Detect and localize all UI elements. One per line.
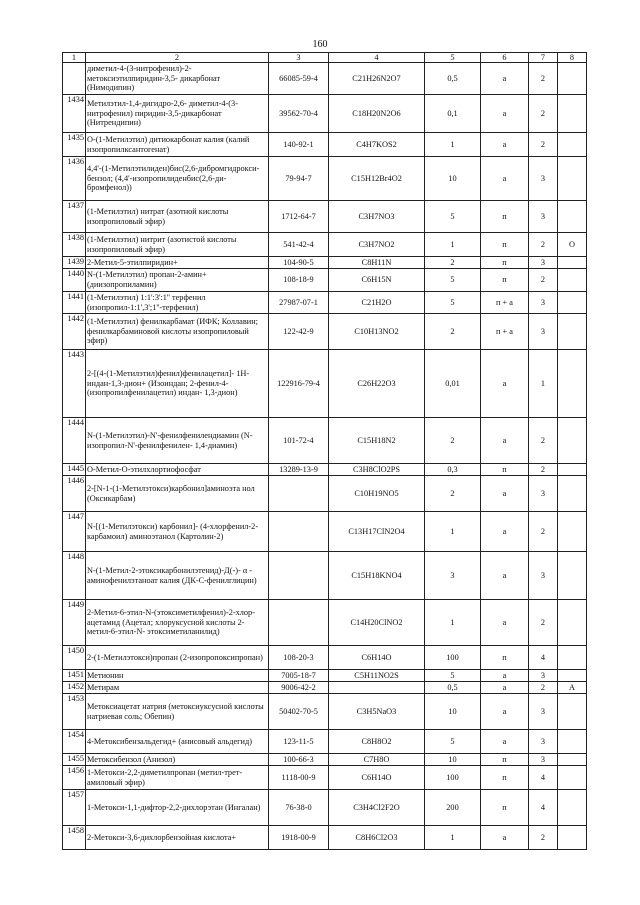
- chemical-formula: C10H13NO2: [329, 314, 425, 350]
- table-row: [63, 826, 587, 850]
- limit-value: 0,3: [425, 464, 481, 476]
- hazard-class: 3: [529, 476, 558, 512]
- chemical-formula: C18H20N2O6: [329, 95, 425, 133]
- cas-number: 101-72-4: [269, 418, 329, 464]
- aggregate-state: а: [481, 63, 529, 95]
- header-col-1: 1: [63, 53, 86, 63]
- row-number: 1450: [63, 646, 86, 670]
- table-row: [63, 133, 587, 157]
- table-row: [63, 512, 587, 552]
- aggregate-state: а: [481, 157, 529, 201]
- note-mark: [558, 269, 587, 292]
- table-row: [63, 418, 587, 464]
- header-col-2: 2: [86, 53, 269, 63]
- cas-number: [269, 512, 329, 552]
- note-mark: [558, 826, 587, 850]
- note-mark: [558, 512, 587, 552]
- hazard-class: 3: [529, 292, 558, 314]
- table-row: [63, 552, 587, 600]
- limit-value: 0,01: [425, 350, 481, 418]
- note-mark: [558, 790, 587, 826]
- limit-value: 1: [425, 133, 481, 157]
- limit-value: 10: [425, 754, 481, 766]
- table-row: [63, 314, 587, 350]
- cas-number: 9006-42-2: [269, 682, 329, 694]
- note-mark: [558, 694, 587, 730]
- table-row: [63, 694, 587, 730]
- row-number: 1449: [63, 600, 86, 646]
- substance-name: O-Метил-O-этилхлортиофосфат: [86, 464, 269, 476]
- hazard-class: 3: [529, 314, 558, 350]
- table-row: [63, 233, 587, 257]
- hazard-class: 2: [529, 63, 558, 95]
- row-number: 1458: [63, 826, 86, 850]
- table-row: [63, 790, 587, 826]
- aggregate-state: а: [481, 350, 529, 418]
- aggregate-state: п + а: [481, 314, 529, 350]
- table-row: [63, 63, 587, 95]
- hazard-class: 3: [529, 257, 558, 269]
- limit-value: 3: [425, 552, 481, 600]
- note-mark: [558, 257, 587, 269]
- limit-value: 5: [425, 269, 481, 292]
- chemical-formula: C13H17ClN2O4: [329, 512, 425, 552]
- header-col-5: 5: [425, 53, 481, 63]
- aggregate-state: а: [481, 476, 529, 512]
- note-mark: О: [558, 233, 587, 257]
- cas-number: 108-18-9: [269, 269, 329, 292]
- chemical-formula: C8H8O2: [329, 730, 425, 754]
- substance-name: (1-Метилэтил) фенилкарбамат (ИФК; Коллавин; фенилкарбаминовой кислоты изопропиловый эфир): [86, 314, 269, 350]
- limit-value: 100: [425, 646, 481, 670]
- cas-number: 1118-00-9: [269, 766, 329, 790]
- note-mark: [558, 314, 587, 350]
- chemical-formula: C15H18KNO4: [329, 552, 425, 600]
- cas-number: 541-42-4: [269, 233, 329, 257]
- header-col-6: 6: [481, 53, 529, 63]
- chemical-formula: C10H19NO5: [329, 476, 425, 512]
- aggregate-state: п: [481, 464, 529, 476]
- cas-number: 108-20-3: [269, 646, 329, 670]
- row-number: 1454: [63, 730, 86, 754]
- aggregate-state: п: [481, 201, 529, 233]
- aggregate-state: п: [481, 257, 529, 269]
- chemical-formula: C15H12Br4O2: [329, 157, 425, 201]
- row-number: 1436: [63, 157, 86, 201]
- header-row: [63, 53, 587, 63]
- note-mark: [558, 646, 587, 670]
- note-mark: А: [558, 682, 587, 694]
- row-number: 1456: [63, 766, 86, 790]
- row-number: 1438: [63, 233, 86, 257]
- limit-value: 5: [425, 292, 481, 314]
- aggregate-state: а: [481, 694, 529, 730]
- chemical-formula: C3H5NaO3: [329, 694, 425, 730]
- aggregate-state: а: [481, 418, 529, 464]
- table-row: [63, 730, 587, 754]
- hazard-class: 2: [529, 512, 558, 552]
- chemical-formula: C21H2O: [329, 292, 425, 314]
- hazard-class: 1: [529, 350, 558, 418]
- hazard-class: 2: [529, 269, 558, 292]
- cas-number: 123-11-5: [269, 730, 329, 754]
- substance-name: N-(1-Метилэтил)-N'-фенилфенилендиамин (N-изопропил-N'-фенилфенилен- 1,4-диамин): [86, 418, 269, 464]
- aggregate-state: п: [481, 269, 529, 292]
- substance-name: N-(1-Метилэтил) пропан-2-амин+ (диизопропиламин): [86, 269, 269, 292]
- limit-value: 5: [425, 670, 481, 682]
- limit-value: 100: [425, 766, 481, 790]
- chemical-formula: C6H14O: [329, 766, 425, 790]
- cas-number: 104-90-5: [269, 257, 329, 269]
- aggregate-state: а: [481, 552, 529, 600]
- row-number: 1443: [63, 350, 86, 418]
- table-row: [63, 600, 587, 646]
- row-number: 1455: [63, 754, 86, 766]
- substance-name: 1-Метокси-1,1-дифтор-2,2-дихлорэтан (Ингалан): [86, 790, 269, 826]
- cas-number: 39562-70-4: [269, 95, 329, 133]
- hazard-class: 4: [529, 646, 558, 670]
- limit-value: 2: [425, 476, 481, 512]
- table-row: [63, 201, 587, 233]
- cas-number: 7005-18-7: [269, 670, 329, 682]
- hazard-class: 4: [529, 790, 558, 826]
- chemical-formula: C8H6Cl2O3: [329, 826, 425, 850]
- limit-value: 5: [425, 201, 481, 233]
- substance-name: Метионин: [86, 670, 269, 682]
- hazard-class: 3: [529, 552, 558, 600]
- note-mark: [558, 157, 587, 201]
- table-row: [63, 682, 587, 694]
- hazard-class: 3: [529, 730, 558, 754]
- chemical-formula: C26H22O3: [329, 350, 425, 418]
- substance-name: 2-Метил-6-этил-N-(этоксиметилфенил)-2-хлор- ацетамид (Ацетал; хлоруксусной кислоты 2-метил-6-этил-N- этоксиметиланилид): [86, 600, 269, 646]
- hazard-class: 3: [529, 694, 558, 730]
- table-row: [63, 95, 587, 133]
- row-number: [63, 63, 86, 95]
- note-mark: [558, 63, 587, 95]
- cas-number: 76-38-0: [269, 790, 329, 826]
- hazard-class: 3: [529, 754, 558, 766]
- substance-name: (1-Метилэтил) нитрит (азотистой кислоты изопропиловый эфир): [86, 233, 269, 257]
- row-number: 1434: [63, 95, 86, 133]
- table-row: [63, 670, 587, 682]
- limit-value: 0,5: [425, 63, 481, 95]
- substance-name: Метилэтил-1,4-дигидро-2,6- диметил-4-(3-нитрофенил) пиридин-3,5-дикарбонат (Нитрендипин): [86, 95, 269, 133]
- substance-name: N-[(1-Метилэтокси) карбонил]- (4-хлорфенил-2-карбамоил) аминоэтанол (Картолин-2): [86, 512, 269, 552]
- note-mark: [558, 350, 587, 418]
- note-mark: [558, 766, 587, 790]
- aggregate-state: п: [481, 754, 529, 766]
- row-number: 1435: [63, 133, 86, 157]
- chemical-formula: C21H26N2O7: [329, 63, 425, 95]
- aggregate-state: п: [481, 646, 529, 670]
- note-mark: [558, 476, 587, 512]
- substance-name: O-(1-Метилэтил) дитиокарбонат калия (калий изопропилксантогенат): [86, 133, 269, 157]
- table-row: [63, 464, 587, 476]
- aggregate-state: а: [481, 826, 529, 850]
- header-col-3: 3: [269, 53, 329, 63]
- hazard-class: 2: [529, 418, 558, 464]
- cas-number: 122916-79-4: [269, 350, 329, 418]
- limit-value: 5: [425, 730, 481, 754]
- aggregate-state: а: [481, 512, 529, 552]
- note-mark: [558, 418, 587, 464]
- row-number: 1444: [63, 418, 86, 464]
- hazard-class: 2: [529, 133, 558, 157]
- header-col-4: 4: [329, 53, 425, 63]
- cas-number: 1712-64-7: [269, 201, 329, 233]
- note-mark: [558, 201, 587, 233]
- note-mark: [558, 754, 587, 766]
- aggregate-state: а: [481, 133, 529, 157]
- cas-number: 79-94-7: [269, 157, 329, 201]
- row-number: 1452: [63, 682, 86, 694]
- row-number: 1457: [63, 790, 86, 826]
- limit-value: 2: [425, 257, 481, 269]
- hazard-class: 2: [529, 826, 558, 850]
- aggregate-state: а: [481, 682, 529, 694]
- aggregate-state: а: [481, 95, 529, 133]
- chemical-formula: C5H11NO2S: [329, 670, 425, 682]
- aggregate-state: а: [481, 600, 529, 646]
- row-number: 1439: [63, 257, 86, 269]
- aggregate-state: п: [481, 233, 529, 257]
- substance-name: Метоксибензол (Анизол): [86, 754, 269, 766]
- substance-name: N-(1-Метил-2-этоксикарбонилэтенид)-Д(-)- α - аминофенилэтаноат калия (ДК-С-фенилглицин): [86, 552, 269, 600]
- substance-name: Метирам: [86, 682, 269, 694]
- table-row: [63, 476, 587, 512]
- aggregate-state: п: [481, 790, 529, 826]
- hazard-class: 2: [529, 682, 558, 694]
- row-number: 1440: [63, 269, 86, 292]
- row-number: 1441: [63, 292, 86, 314]
- chemical-formula: C6H15N: [329, 269, 425, 292]
- table-row: [63, 754, 587, 766]
- substance-name: 2-Метокси-3,6-дихлорбензойная кислота+: [86, 826, 269, 850]
- chemical-formula: C3H7NO2: [329, 233, 425, 257]
- substance-name: 2-[N-1-(1-Метилэтокси)карбонил]аминоэта нол (Оксикарбам): [86, 476, 269, 512]
- row-number: 1448: [63, 552, 86, 600]
- row-number: 1445: [63, 464, 86, 476]
- aggregate-state: а: [481, 670, 529, 682]
- hazard-class: 2: [529, 95, 558, 133]
- substance-name: Метоксиацетат натрия (метоксиуксусной кислоты натриевая соль; Обепин): [86, 694, 269, 730]
- note-mark: [558, 95, 587, 133]
- limit-value: 1: [425, 233, 481, 257]
- chemical-formula: [329, 682, 425, 694]
- limit-value: 1: [425, 826, 481, 850]
- cas-number: [269, 476, 329, 512]
- chemical-formula: C3H8ClO2PS: [329, 464, 425, 476]
- row-number: 1437: [63, 201, 86, 233]
- limit-value: 2: [425, 314, 481, 350]
- aggregate-state: п: [481, 766, 529, 790]
- hazard-class: 3: [529, 670, 558, 682]
- note-mark: [558, 600, 587, 646]
- chemical-formula: C4H7KOS2: [329, 133, 425, 157]
- chemical-formula: C3H4Cl2F2O: [329, 790, 425, 826]
- substance-name: 4-Метоксибензальдегид+ (анисовый альдегид): [86, 730, 269, 754]
- table-row: [63, 292, 587, 314]
- note-mark: [558, 133, 587, 157]
- header-col-7: 7: [529, 53, 558, 63]
- chemical-formula: C6H14O: [329, 646, 425, 670]
- table-row: [63, 766, 587, 790]
- hazard-class: 4: [529, 766, 558, 790]
- chemical-formula: C8H11N: [329, 257, 425, 269]
- row-number: 1442: [63, 314, 86, 350]
- chemical-formula: C14H20ClNO2: [329, 600, 425, 646]
- substance-name: 2-(1-Метилэтокси)пропан (2-изопропоксипропан): [86, 646, 269, 670]
- cas-number: [269, 600, 329, 646]
- aggregate-state: п + а: [481, 292, 529, 314]
- cas-number: 100-66-3: [269, 754, 329, 766]
- cas-number: 50402-70-5: [269, 694, 329, 730]
- chemical-formula: C7H8O: [329, 754, 425, 766]
- table-row: [63, 157, 587, 201]
- substance-name: 4,4'-(1-Метилэтилиден)бис(2,6-дибромгидрокси-бензол; (4,4'-изопропилиденбис(2,6-ди-бромфенол)): [86, 157, 269, 201]
- hazard-class: 3: [529, 201, 558, 233]
- cas-number: 13289-13-9: [269, 464, 329, 476]
- limit-value: 0,1: [425, 95, 481, 133]
- limit-value: 200: [425, 790, 481, 826]
- page-number: 160: [312, 39, 328, 50]
- row-number: 1451: [63, 670, 86, 682]
- note-mark: [558, 292, 587, 314]
- cas-number: 27987-07-1: [269, 292, 329, 314]
- note-mark: [558, 552, 587, 600]
- substance-name: 2-Метил-5-этилпиридин+: [86, 257, 269, 269]
- row-number: 1446: [63, 476, 86, 512]
- cas-number: [269, 552, 329, 600]
- limit-value: 1: [425, 512, 481, 552]
- hazard-class: 2: [529, 233, 558, 257]
- limit-value: 10: [425, 694, 481, 730]
- table-row: [63, 269, 587, 292]
- substance-name: (1-Метилэтил) нитрат (азотной кислоты изопропиловый эфир): [86, 201, 269, 233]
- substances-table: [62, 52, 587, 850]
- cas-number: 140-92-1: [269, 133, 329, 157]
- note-mark: [558, 730, 587, 754]
- hazard-class: 3: [529, 157, 558, 201]
- note-mark: [558, 670, 587, 682]
- aggregate-state: а: [481, 730, 529, 754]
- cas-number: 122-42-9: [269, 314, 329, 350]
- substance-name: диметил-4-(3-нитрофенил)-2-метоксиэтилпиридин-3,5- дикарбонат (Нимодипин): [86, 63, 269, 95]
- row-number: 1447: [63, 512, 86, 552]
- table-row: [63, 350, 587, 418]
- limit-value: 10: [425, 157, 481, 201]
- chemical-formula: C15H18N2: [329, 418, 425, 464]
- limit-value: 2: [425, 418, 481, 464]
- header-col-8: 8: [558, 53, 587, 63]
- substance-name: 2-[(4-(1-Метилэтил)фенил)фенилацетил]- 1H-индан-1,3-дион+ (Изоиндан; 2-фенил-4-(изопропилфенилацетил) индан- 1,3-дион): [86, 350, 269, 418]
- hazard-class: 2: [529, 600, 558, 646]
- note-mark: [558, 464, 587, 476]
- hazard-class: 2: [529, 464, 558, 476]
- row-number: 1453: [63, 694, 86, 730]
- cas-number: 1918-00-9: [269, 826, 329, 850]
- table-row: [63, 257, 587, 269]
- substance-name: (1-Метилэтил) 1:1':3':1'' терфенил (изопропил-1:1',3';1''-терфенил): [86, 292, 269, 314]
- chemical-formula: C3H7NO3: [329, 201, 425, 233]
- table-row: [63, 646, 587, 670]
- limit-value: 0,5: [425, 682, 481, 694]
- substance-name: 1-Метокси-2,2-диметилпропан (метил-трет-амиловый эфир): [86, 766, 269, 790]
- limit-value: 1: [425, 600, 481, 646]
- cas-number: 66085-59-4: [269, 63, 329, 95]
